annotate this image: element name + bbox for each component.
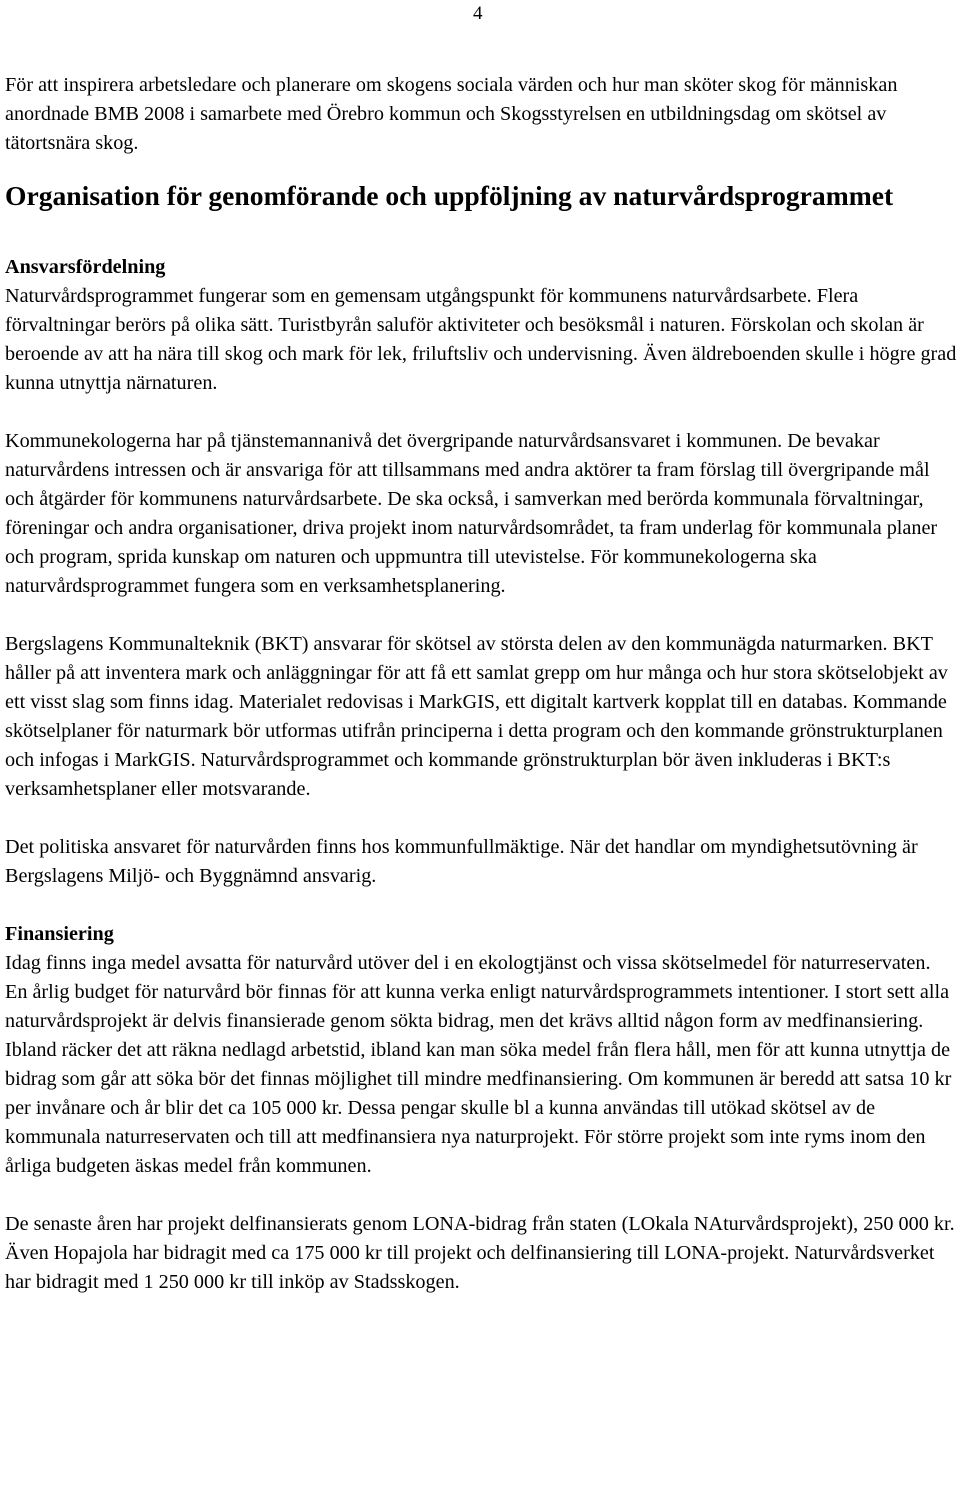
financing-heading: Finansiering [5, 923, 114, 945]
section-title: Organisation för genomförande och uppföljning av naturvårdsprogrammet [5, 180, 894, 211]
responsibility-paragraph: Det politiska ansvaret för naturvården finns hos kommunfullmäktige. När det handlar om myndighetsutövning är Bergslagens Miljö- och Byggnämnd ansvarig. [5, 836, 918, 887]
document-body [5, 71, 957, 1297]
page-number: 4 [473, 3, 483, 24]
responsibility-paragraph: Naturvårdsprogrammet fungerar som en gemensam utgångspunkt för kommunens naturvårdsarbete. Flera förvaltningar berörs på olika sätt. Turistbyrån saluför aktiviteter och besöksmål i naturen. Förskolan och skolan är beroende av att ha nära till skog och mark för lek, friluftsliv och undervisning. Även äldreboenden skulle i högre grad kunna utnyttja närnaturen. [5, 285, 957, 394]
responsibility-paragraph: Bergslagens Kommunalteknik (BKT) ansvarar för skötsel av största delen av den kommunägda naturmarken. BKT håller på att inventera mark och anläggningar för att få ett samlat grepp om hur många och hur stora skötselobjekt av ett visst slag som finns idag. Materialet redovisas i MarkGIS, ett digitalt kartverk kopplat till en databas. Kommande skötselplaner för naturmark bör utformas utifrån principerna i detta program och den kommande grönstrukturplanen och infogas i MarkGIS. Naturvårdsprogrammet och kommande grönstrukturplan bör även inkluderas i BKT:s verksamhetsplaner eller motsvarande. [5, 633, 948, 800]
financing-paragraph: Idag finns inga medel avsatta för naturvård utöver del i en ekologtjänst och vissa skötselmedel för naturreservaten. En årlig budget för naturvård bör finnas för att kunna verka enligt naturvårdsprogrammets intentioner. I stort sett alla naturvårdsprojekt är delvis finansierade genom sökta bidrag, men det krävs alltid någon form av medfinansiering. Ibland räcker det att räkna nedlagd arbetstid, ibland kan man söka medel från flera håll, men för att kunna utnyttja de bidrag som går att söka bör det finnas möjlighet till mindre medfinansiering. Om kommunen är beredd att satsa 10 kr per invånare och år blir det ca 105 000 kr. Dessa pengar skulle bl a kunna användas till utökad skötsel av de kommunala naturreservaten och till att medfinansiera nya naturprojekt. För större projekt som inte ryms inom den årliga budgeten äskas medel från kommunen. [5, 952, 952, 1177]
responsibility-paragraph: Kommunekologerna har på tjänstemannanivå det övergripande naturvårdsansvaret i kommunen. De bevakar naturvårdens intressen och är ansvariga för att tillsammans med andra aktörer ta fram förslag till övergripande mål och åtgärder för kommunens naturvårdsarbete. De ska också, i samverkan med berörda kommunala förvaltningar, föreningar och andra organisationer, driva projekt inom naturvårdsområdet, ta fram underlag för kommunala planer och program, sprida kunskap om naturen och uppmuntra till utevistelse. För kommunekologerna ska naturvårdsprogrammet fungera som en verksamhetsplanering. [5, 430, 938, 597]
responsibility-heading: Ansvarsfördelning [5, 256, 166, 278]
financing-paragraph: De senaste åren har projekt delfinansierats genom LONA-bidrag från staten (LOkala NAturvårdsprojekt), 250 000 kr. Även Hopajola har bidragit med ca 175 000 kr till projekt och delfinansiering till LONA-projekt. Naturvårdsverket har bidragit med 1 250 000 kr till inköp av Stadsskogen. [5, 1213, 955, 1293]
intro-paragraph: För att inspirera arbetsledare och planerare om skogens sociala värden och hur man sköter skog för människan anordnade BMB 2008 i samarbete med Örebro kommun och Skogsstyrelsen en utbildningsdag om skötsel av tätortsnära skog. [5, 74, 898, 154]
